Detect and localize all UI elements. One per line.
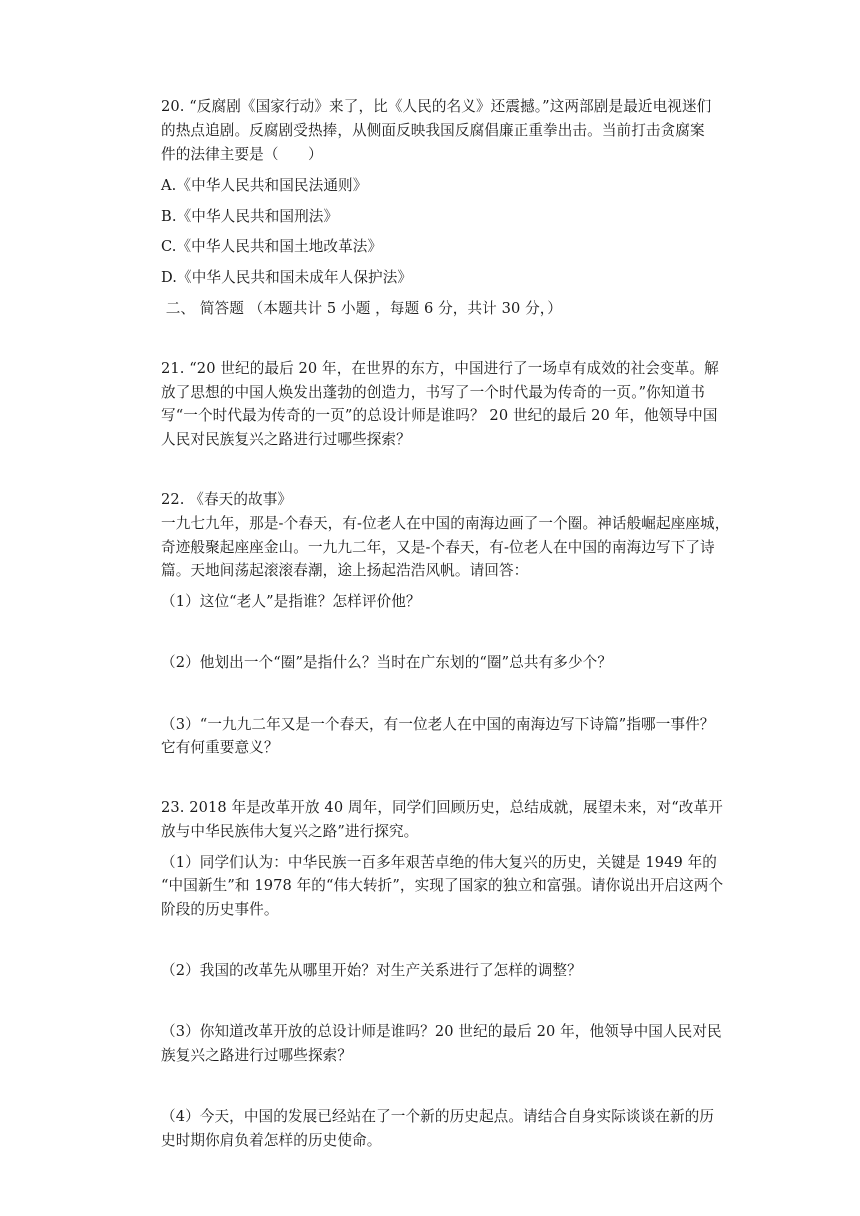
- question-text-line: 的热点追剧。反腐剧受热捧，从侧面反映我国反腐倡廉正重拳出击。当前打击贪腐案: [161, 122, 705, 139]
- sub-question-1-cont: “中国新生”和 1978 年的“伟大转折”，实现了国家的独立和富强。请你说出开启这两个: [161, 877, 724, 894]
- question-title: 22. 《春天的故事》: [161, 491, 293, 508]
- sub-question-3: （3）你知道改革开放的总设计师是谁吗？20 世纪的最后 20 年，他领导中国人民对民: [161, 1023, 722, 1040]
- option-d: D.《中华人民共和国未成年人保护法》: [161, 269, 413, 286]
- question-text-line: 篇。天地间荡起滚滚春潮，途上扬起浩浩风帆。请回答：: [161, 562, 529, 579]
- option-c: C.《中华人民共和国土地改革法》: [161, 238, 383, 255]
- sub-question-1: （1）同学们认为：中华民族一百多年艰苦卓绝的伟大复兴的历史，关键是 1949 年的: [161, 854, 717, 871]
- question-text-line: 放了思想的中国人焕发出蓬勃的创造力，书写了一个时代最为传奇的一页。”你知道书: [161, 384, 705, 401]
- question-text-line: 人民对民族复兴之路进行过哪些探索？: [161, 431, 411, 448]
- sub-question-1: （1）这位“老人”是指谁？怎样评价他？: [161, 593, 421, 610]
- question-text-line: 奇迹般聚起座座金山。一九九二年，又是-个春天，有-位老人在中国的南海边写下了诗: [161, 539, 715, 556]
- sub-question-1-cont: 阶段的历史事件。: [161, 901, 279, 918]
- sub-question-2: （2）他划出一个“圈”是指什么？当时在广东划的“圈”总共有多少个？: [161, 654, 613, 671]
- question-text-line: 23. 2018 年是改革开放 40 周年，同学们回顾历史，总结成就，展望未来，对“改革开: [161, 799, 723, 816]
- question-text-line: 写“一个时代最为传奇的一页”的总设计师是谁吗？ 20 世纪的最后 20 年，他领导中国: [161, 407, 718, 424]
- sub-question-4: （4）今天，中国的发展已经站在了一个新的历史起点。请结合自身实际谈谈在新的历: [161, 1108, 715, 1125]
- question-text-line: 件的法律主要是（ ）: [161, 146, 323, 163]
- sub-question-3-cont: 它有何重要意义？: [161, 739, 279, 756]
- option-a: A.《中华人民共和国民法通则》: [161, 177, 368, 194]
- question-text-line: 一九七九年，那是-个春天，有-位老人在中国的南海边画了一个圈。神话般崛起座座城，: [161, 515, 730, 532]
- question-text-line: 20. “反腐剧《国家行动》来了，比《人民的名义》还震撼。”这两部剧是最近电视迷们: [161, 98, 712, 115]
- sub-question-2: （2）我国的改革先从哪里开始？对生产关系进行了怎样的调整？: [161, 962, 582, 979]
- sub-question-3-cont: 族复兴之路进行过哪些探索？: [161, 1047, 353, 1064]
- option-b: B.《中华人民共和国刑法》: [161, 208, 339, 225]
- question-text-line: 放与中华民族伟大复兴之路”进行探究。: [161, 823, 419, 840]
- section-heading: 二、 简答题 （本题共计 5 小题 ，每题 6 分，共计 30 分，）: [161, 300, 562, 317]
- sub-question-3: （3）“一九九二年又是一个春天，有一位老人在中国的南海边写下诗篇”指哪一事件？: [161, 716, 715, 733]
- question-text-line: 21. “20 世纪的最后 20 年，在世界的东方，中国进行了一场卓有成效的社会变革。解: [161, 360, 719, 377]
- sub-question-4-cont: 史时期你肩负着怎样的历史使命。: [161, 1132, 382, 1149]
